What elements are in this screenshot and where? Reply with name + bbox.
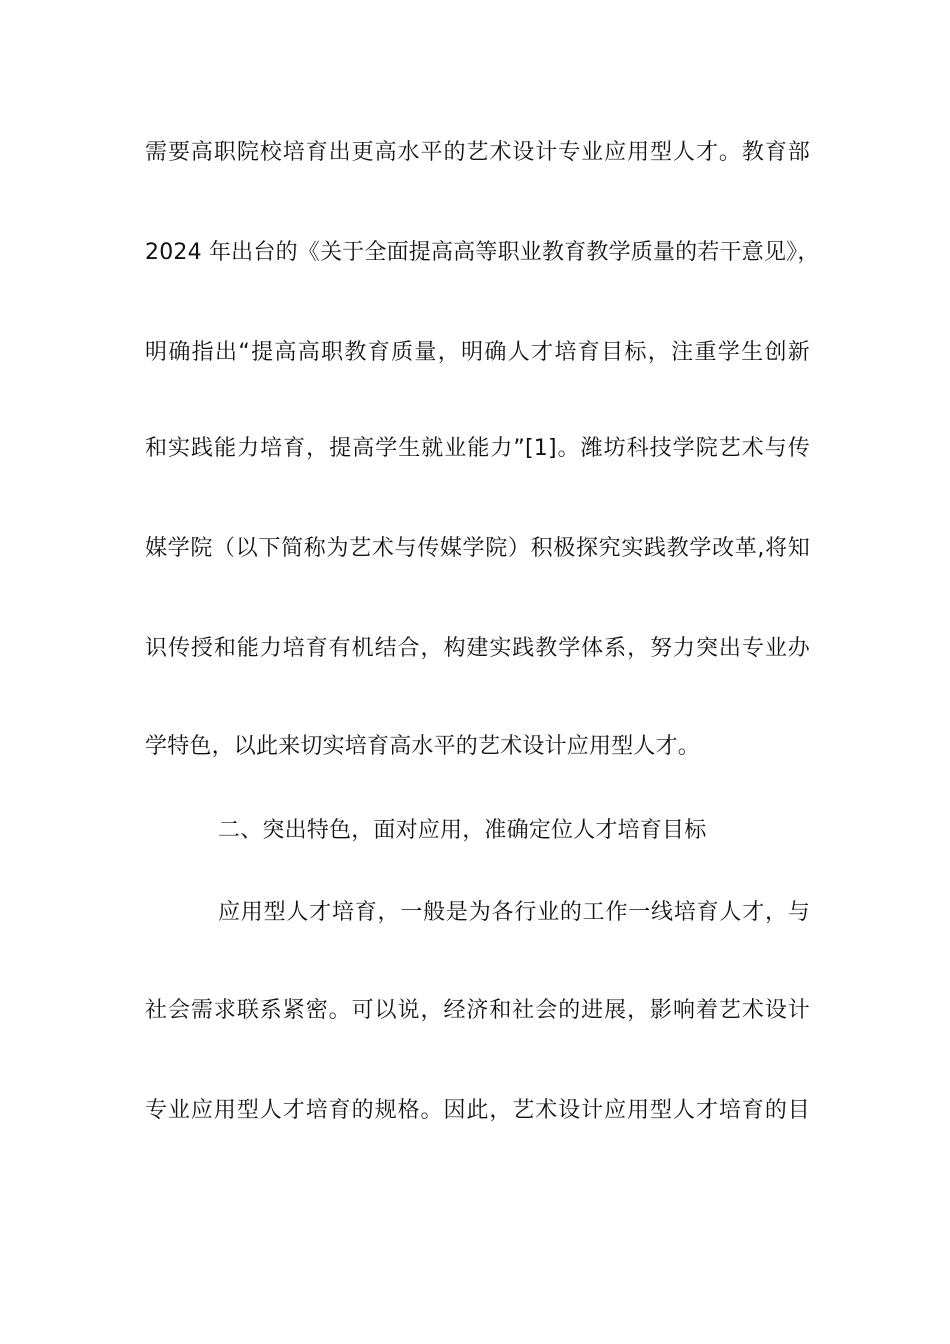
paragraph-line: 社会需求联系紧密。可以说，经济和社会的进展，影响着艺术设计 [145, 998, 810, 1023]
paragraph-line: 应用型人才培育，一般是为各行业的工作一线培育人才，与 [218, 900, 810, 925]
paragraph-line: 和实践能力培育，提高学生就业能力”[1]。潍坊科技学院艺术与传 [145, 436, 810, 461]
paragraph-line: 学特色，以此来切实培育高水平的艺术设计应用型人才。 [145, 734, 701, 759]
paragraph-line: 专业应用型人才培育的规格。因此，艺术设计应用型人才培育的目 [145, 1098, 810, 1123]
paragraph-line: 明确指出“提高高职教育质量，明确人才培育目标，注重学生创新 [145, 340, 810, 365]
paragraph-line: 需要高职院校培育出更高水平的艺术设计专业应用型人才。教育部 [145, 140, 810, 165]
paragraph-line: 识传授和能力培育有机结合，构建实践教学体系，努力突出专业办 [145, 636, 810, 661]
paragraph-line: 媒学院（以下简称为艺术与传媒学院）积极探究实践教学改革,将知 [145, 536, 810, 561]
paragraph-line: 2024 年出台的《关于全面提高高等职业教育教学质量的若干意见》， [145, 240, 820, 265]
section-heading: 二、突出特色，面对应用，准确定位人才培育目标 [218, 818, 707, 843]
